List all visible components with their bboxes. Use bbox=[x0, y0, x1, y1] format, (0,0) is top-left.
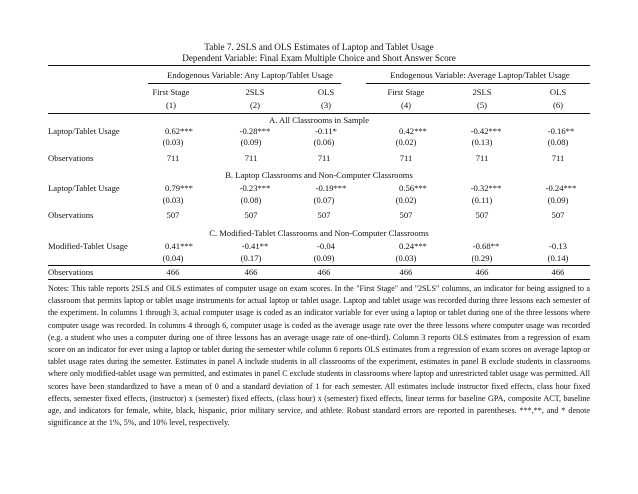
panel-b-obs-5: 507 bbox=[475, 210, 489, 220]
panel-a-obs-4: 711 bbox=[399, 153, 413, 163]
panel-c-se-1: (0.04) bbox=[162, 253, 184, 263]
panel-b-row-label: Laptop/Tablet Usage bbox=[48, 183, 120, 193]
panel-b-title: B. Laptop Classrooms and Non-Computer Classrooms bbox=[225, 170, 413, 180]
group-underline-any bbox=[148, 83, 341, 84]
col-number-4: (4) bbox=[400, 100, 412, 110]
panel-b-obs-1: 507 bbox=[166, 210, 180, 220]
panel-c-coef-6: -0.13 bbox=[549, 241, 567, 251]
panel-a-se-1: (0.03) bbox=[162, 137, 184, 147]
col-method-5: 2SLS bbox=[472, 87, 492, 97]
col-number-3: (3) bbox=[320, 100, 332, 110]
panel-b-se-3: (0.07) bbox=[313, 195, 335, 205]
panel-a-coef-6: -0.16** bbox=[547, 126, 575, 136]
panel-b-coef-1: 0.79*** bbox=[165, 183, 193, 193]
panel-a-se-4: (0.02) bbox=[395, 137, 417, 147]
panel-a-coef-1: 0.62*** bbox=[165, 126, 193, 136]
panel-a-coef-5: -0.42*** bbox=[470, 126, 502, 136]
panel-b-se-1: (0.03) bbox=[162, 195, 184, 205]
table-notes: Notes: This table reports 2SLS and OLS estimates of computer usage on exam scores. In the "First Stage" and "2SLS" columns, an indicator for being assigned to a classroom that permits laptop or tablet usage instruments for actual laptop or tablet usage. Laptop and tablet usage was recorded during three lessons each semester of the experiment. In columns 1 through 3, actual computer usage is coded as an indicator variable for ever using a laptop or tablet during one of the three lessons where computer usage was recorded. In columns 4 through 6, computer usage is coded as the average usage rate over the three lessons where computer usage was recorded (e.g. a student who uses a computer during one of three lessons has an average usage rate of one-third). Column 3 reports OLS estimates from a regression of exam score on an indicator for ever using a laptop or tablet during the semester while column 6 reports OLS estimates from a regression of exam scores on average laptop or tablet usage rates during the semester. Estimates in panel A include students in all classrooms of the experiment, estimates in panel B exclude students in classrooms where only modified-tablet usage was permitted, and estimates in panel C exclude students in classrooms where laptop and unrestricted tablet usage was permitted. All scores have been standardized to have a mean of 0 and a standard deviation of 1 for each semester. All estimates include instructor fixed effects, class hour fixed effects, semester fixed effects, (instructor) x (semester) fixed effects, (class hour) x (semester) fixed effects, linear terms for baseline GPA, composite ACT, baseline age, and indicators for female, white, black, hispanic, prior military service, and athlete. Robust standard errors are reported in parentheses. ***,**, and * denote significance at the 1%, 5%, and 10% level, respectively. bbox=[48, 284, 590, 428]
obs-rule bbox=[48, 265, 590, 266]
panel-a-se-3: (0.06) bbox=[313, 137, 335, 147]
panel-b-obs-3: 507 bbox=[317, 210, 331, 220]
panel-b-obs-2: 507 bbox=[244, 210, 258, 220]
panel-b-obs-6: 507 bbox=[551, 210, 565, 220]
col-number-5: (5) bbox=[476, 100, 488, 110]
table-title: Table 7. 2SLS and OLS Estimates of Laptop and Tablet Usage bbox=[204, 42, 434, 52]
panel-c-obs-4: 466 bbox=[399, 267, 413, 277]
panel-a-obs-1: 711 bbox=[166, 153, 180, 163]
panel-a-obs-2: 711 bbox=[244, 153, 258, 163]
panel-a-obs-5: 711 bbox=[475, 153, 489, 163]
panel-a-title: A. All Classrooms in Sample bbox=[268, 115, 370, 125]
panel-b-obs-label: Observations bbox=[48, 210, 94, 220]
panel-c-obs-6: 466 bbox=[551, 267, 565, 277]
panel-a-coef-3: -0.11* bbox=[315, 126, 337, 136]
col-method-3: OLS bbox=[317, 87, 335, 97]
panel-b-se-2: (0.08) bbox=[240, 195, 262, 205]
panel-b-coef-4: 0.56*** bbox=[399, 183, 427, 193]
panel-c-coef-2: -0.41** bbox=[241, 241, 269, 251]
group-header-average: Endogenous Variable: Average Laptop/Tablet Usage bbox=[390, 70, 570, 80]
panel-c-coef-3: -0.04 bbox=[317, 241, 335, 251]
col-method-1: First Stage bbox=[152, 87, 190, 97]
panel-c-se-5: (0.29) bbox=[471, 253, 493, 263]
panel-c-coef-4: 0.24*** bbox=[399, 241, 427, 251]
col-number-6: (6) bbox=[552, 100, 564, 110]
panel-c-row-label: Modified-Tablet Usage bbox=[48, 241, 128, 251]
panel-a-obs-3: 711 bbox=[317, 153, 331, 163]
col-method-2: 2SLS bbox=[245, 87, 265, 97]
col-number-2: (2) bbox=[249, 100, 261, 110]
panel-a-se-6: (0.08) bbox=[547, 137, 569, 147]
panel-a-se-5: (0.13) bbox=[471, 137, 493, 147]
top-rule bbox=[48, 65, 590, 66]
panel-a-obs-6: 711 bbox=[551, 153, 565, 163]
panel-a-se-2: (0.09) bbox=[240, 137, 262, 147]
panel-a-obs-label: Observations bbox=[48, 153, 94, 163]
panel-b-coef-3: -0.19*** bbox=[315, 183, 347, 193]
panel-a-coef-2: -0.28*** bbox=[239, 126, 271, 136]
panel-c-obs-3: 466 bbox=[317, 267, 331, 277]
panel-b-se-4: (0.02) bbox=[395, 195, 417, 205]
col-method-4: First Stage bbox=[387, 87, 425, 97]
bottom-rule bbox=[48, 279, 590, 280]
panel-c-se-2: (0.17) bbox=[240, 253, 262, 263]
panel-c-obs-2: 466 bbox=[244, 267, 258, 277]
table-subtitle: Dependent Variable: Final Exam Multiple Choice and Short Answer Score bbox=[182, 53, 456, 63]
panel-c-obs-5: 466 bbox=[475, 267, 489, 277]
panel-c-title: C. Modified-Tablet Classrooms and Non-Computer Classrooms bbox=[209, 228, 429, 238]
panel-a-coef-4: 0.42*** bbox=[399, 126, 427, 136]
panel-b-coef-2: -0.23*** bbox=[239, 183, 271, 193]
col-method-6: OLS bbox=[549, 87, 567, 97]
panel-a-row-label: Laptop/Tablet Usage bbox=[48, 126, 120, 136]
panel-c-se-3: (0.09) bbox=[313, 253, 335, 263]
group-underline-average bbox=[366, 83, 590, 84]
col-number-1: (1) bbox=[165, 100, 177, 110]
panel-c-coef-5: -0.68** bbox=[472, 241, 500, 251]
panel-b-coef-6: -0.24*** bbox=[545, 183, 577, 193]
panel-b-se-5: (0.11) bbox=[471, 195, 493, 205]
panel-c-obs-1: 466 bbox=[166, 267, 180, 277]
panel-b-se-6: (0.09) bbox=[547, 195, 569, 205]
panel-c-se-6: (0.14) bbox=[547, 253, 569, 263]
group-header-any: Endogenous Variable: Any Laptop/Tablet Usage bbox=[167, 70, 333, 80]
panel-c-se-4: (0.03) bbox=[395, 253, 417, 263]
panel-b-coef-5: -0.32*** bbox=[470, 183, 502, 193]
panel-b-obs-4: 507 bbox=[399, 210, 413, 220]
panel-c-obs-label: Observations bbox=[48, 267, 94, 277]
header-rule bbox=[48, 113, 590, 114]
panel-c-coef-1: 0.41*** bbox=[165, 241, 193, 251]
